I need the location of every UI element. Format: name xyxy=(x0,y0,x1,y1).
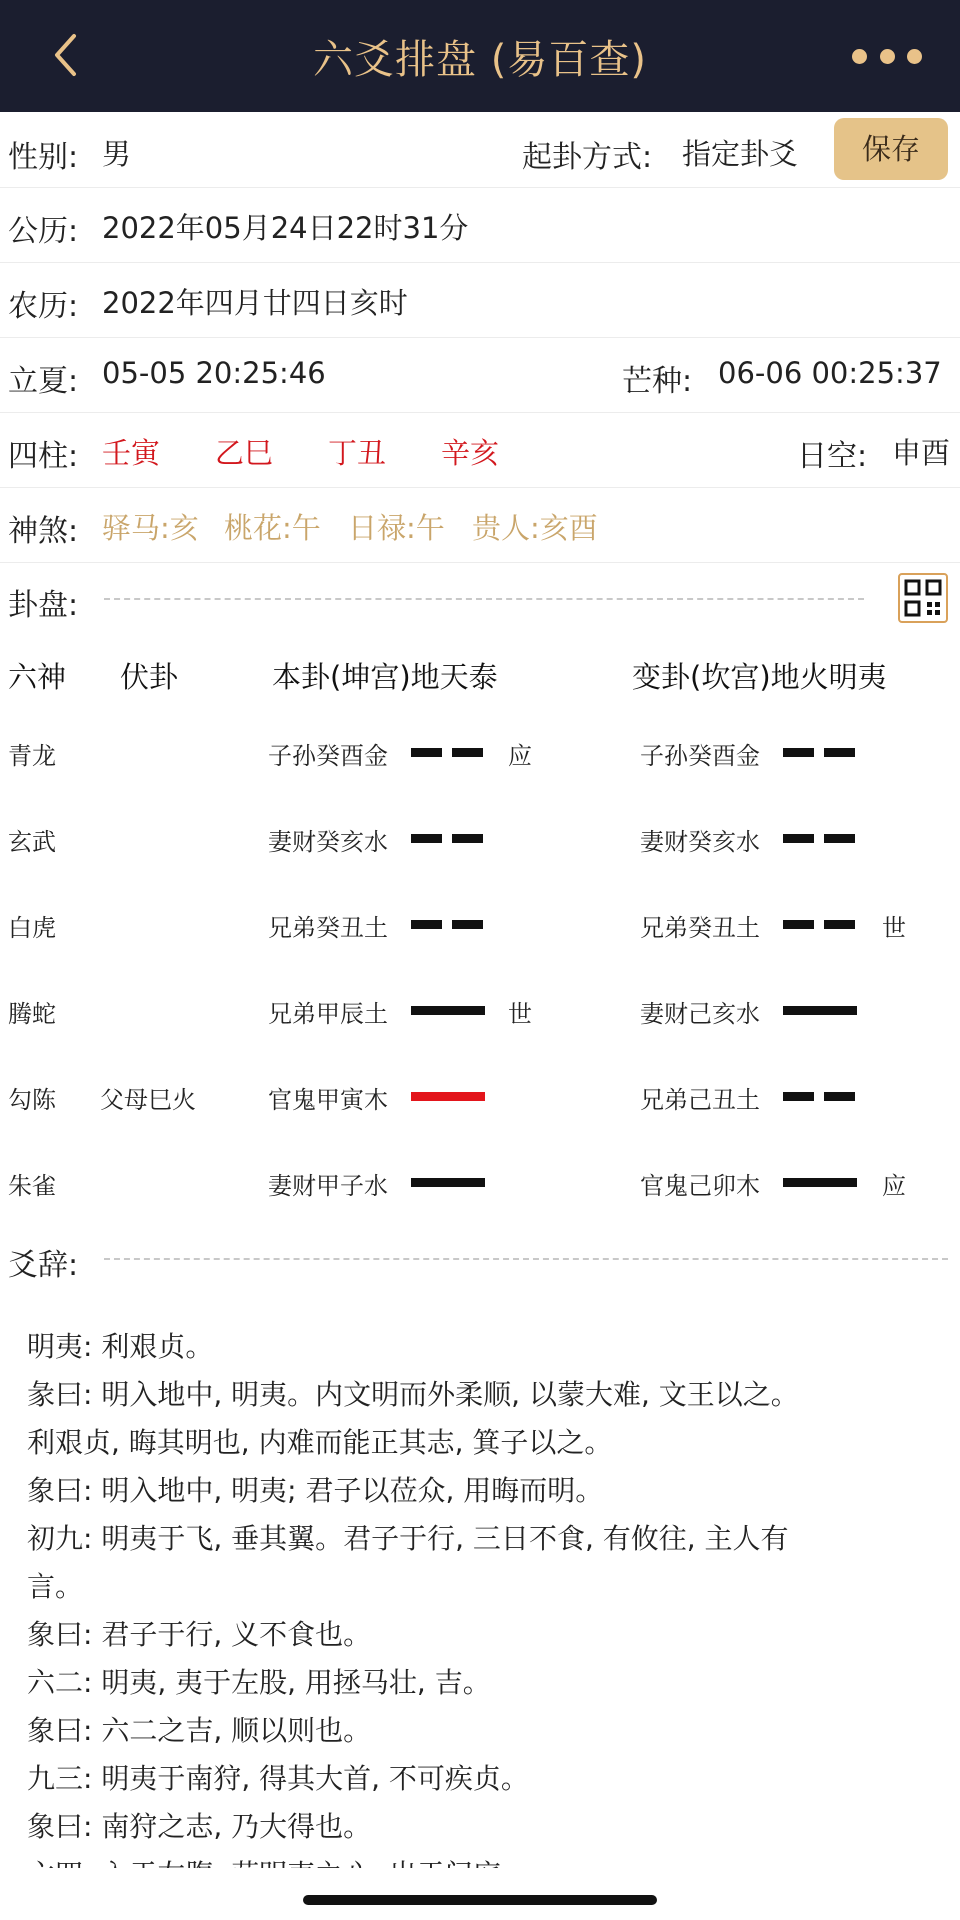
chart-divider xyxy=(104,598,864,600)
biangua-cell: 兄弟己丑土 xyxy=(640,1086,760,1114)
liushen-cell: 玄武 xyxy=(8,828,56,856)
bengua-line-yin-right xyxy=(452,920,483,929)
biangua-line-yang xyxy=(783,1178,857,1187)
yaoci-line: 六二: 明夷, 夷于左股, 用拯马壮, 吉。 xyxy=(27,1666,491,1699)
pillar-hour: 辛亥 xyxy=(441,436,500,470)
solar-label: 公历: xyxy=(8,214,79,249)
term1-value: 05-05 20:25:46 xyxy=(102,356,326,390)
liushen-cell: 白虎 xyxy=(8,914,56,942)
bengua-mark: 应 xyxy=(508,742,532,770)
yaoci-line: 言。 xyxy=(27,1570,84,1603)
empty-label: 日空: xyxy=(797,439,868,474)
more-options-icon[interactable] xyxy=(852,46,922,66)
biangua-line-yin-left xyxy=(783,834,814,843)
shensha-yima: 驿马:亥 xyxy=(102,511,199,545)
save-button[interactable]: 保存 xyxy=(834,118,948,180)
yaoci-line: 初九: 明夷于飞, 垂其翼。君子于行, 三日不食, 有攸往, 主人有 xyxy=(27,1522,789,1555)
yaoci-line: 利艰贞, 晦其明也, 内难而能正其志, 箕子以之。 xyxy=(27,1426,613,1459)
bottom-fade xyxy=(0,1868,960,1920)
term1-label: 立夏: xyxy=(8,364,79,399)
yaoci-label: 爻辞: xyxy=(8,1248,79,1283)
lunar-label: 农历: xyxy=(8,289,79,324)
home-indicator[interactable] xyxy=(303,1895,657,1905)
biangua-cell: 兄弟癸丑土 xyxy=(640,914,760,942)
biangua-line-yin-right xyxy=(824,834,855,843)
shensha-rilu: 日禄:午 xyxy=(348,511,445,545)
biangua-line-yang xyxy=(783,1006,857,1015)
gender-value: 男 xyxy=(102,137,132,171)
empty-value: 申酉 xyxy=(892,436,951,470)
liushen-cell: 朱雀 xyxy=(8,1172,56,1200)
bengua-line-yin-right xyxy=(452,834,483,843)
header-biangua: 变卦(坎宫)地火明夷 xyxy=(632,660,887,694)
biangua-line-yin-left xyxy=(783,1092,814,1101)
biangua-mark: 应 xyxy=(882,1172,906,1200)
biangua-mark: 世 xyxy=(882,914,906,942)
top-bar xyxy=(0,0,960,112)
bengua-line-yin-right xyxy=(452,748,483,757)
header-bengua: 本卦(坤宫)地天泰 xyxy=(272,660,498,694)
biangua-line-yin-left xyxy=(783,748,814,757)
biangua-line-yin-left xyxy=(783,920,814,929)
header-fugua: 伏卦 xyxy=(120,660,179,694)
biangua-cell: 子孙癸酉金 xyxy=(640,742,760,770)
pillar-month: 乙巳 xyxy=(215,436,274,470)
biangua-cell: 妻财癸亥水 xyxy=(640,828,760,856)
pillar-day: 丁丑 xyxy=(328,436,387,470)
chart-label: 卦盘: xyxy=(8,588,79,623)
bengua-cell: 子孙癸酉金 xyxy=(268,742,388,770)
yaoci-line: 明夷: 利艰贞。 xyxy=(27,1330,214,1363)
liushen-cell: 腾蛇 xyxy=(8,1000,56,1028)
shensha-guiren: 贵人:亥酉 xyxy=(472,511,598,545)
pillars-label: 四柱: xyxy=(8,439,79,474)
solar-date-row xyxy=(0,188,960,263)
yaoci-line: 彖曰: 明入地中, 明夷。内文明而外柔顺, 以蒙大难, 文王以之。 xyxy=(27,1378,799,1411)
biangua-line-yin-right xyxy=(824,748,855,757)
fugua-cell: 父母巳火 xyxy=(100,1086,196,1114)
lunar-value: 2022年四月廿四日亥时 xyxy=(102,286,408,320)
bengua-cell: 兄弟癸丑土 xyxy=(268,914,388,942)
yaoci-line: 象曰: 君子于行, 义不食也。 xyxy=(27,1618,372,1651)
bengua-mark: 世 xyxy=(508,1000,532,1028)
bengua-line-yang xyxy=(411,1006,485,1015)
term2-value: 06-06 00:25:37 xyxy=(718,356,942,390)
bengua-cell: 妻财甲子水 xyxy=(268,1172,388,1200)
term2-label: 芒种: xyxy=(622,364,693,399)
bengua-cell: 兄弟甲辰土 xyxy=(268,1000,388,1028)
bengua-cell: 妻财癸亥水 xyxy=(268,828,388,856)
method-label: 起卦方式: xyxy=(522,140,653,175)
pillars-row xyxy=(0,413,960,488)
method-value: 指定卦爻 xyxy=(682,137,799,171)
yaoci-line: 象曰: 明入地中, 明夷; 君子以莅众, 用晦而明。 xyxy=(27,1474,604,1507)
shensha-row xyxy=(0,488,960,563)
pillar-year: 壬寅 xyxy=(102,436,161,470)
solar-terms-row xyxy=(0,338,960,413)
bengua-line-yang xyxy=(411,1178,485,1187)
biangua-line-yin-right xyxy=(824,1092,855,1101)
biangua-line-yin-right xyxy=(824,920,855,929)
bengua-line-yin-left xyxy=(411,920,442,929)
lunar-date-row xyxy=(0,263,960,338)
header-liushen: 六神 xyxy=(8,660,67,694)
liushen-cell: 青龙 xyxy=(8,742,56,770)
yaoci-line: 象曰: 六二之吉, 顺以则也。 xyxy=(27,1714,372,1747)
bengua-line-yin-left xyxy=(411,834,442,843)
shensha-taohua: 桃花:午 xyxy=(224,511,321,545)
page-title: 六爻排盘 (易百查) xyxy=(313,37,647,83)
bengua-line-yin-left xyxy=(411,748,442,757)
gender-label: 性别: xyxy=(8,140,79,175)
biangua-cell: 官鬼己卯木 xyxy=(640,1172,760,1200)
yaoci-divider xyxy=(104,1258,948,1260)
bengua-line-yang xyxy=(411,1092,485,1101)
shensha-label: 神煞: xyxy=(8,514,79,549)
bengua-cell: 官鬼甲寅木 xyxy=(268,1086,388,1114)
liushen-cell: 勾陈 xyxy=(8,1086,56,1114)
solar-value: 2022年05月24日22时31分 xyxy=(102,211,469,245)
gender-row xyxy=(0,112,960,188)
yaoci-line: 九三: 明夷于南狩, 得其大首, 不可疾贞。 xyxy=(27,1762,529,1795)
qr-code-icon[interactable] xyxy=(898,573,948,623)
yaoci-line: 象曰: 南狩之志, 乃大得也。 xyxy=(27,1810,372,1843)
biangua-cell: 妻财己亥水 xyxy=(640,1000,760,1028)
